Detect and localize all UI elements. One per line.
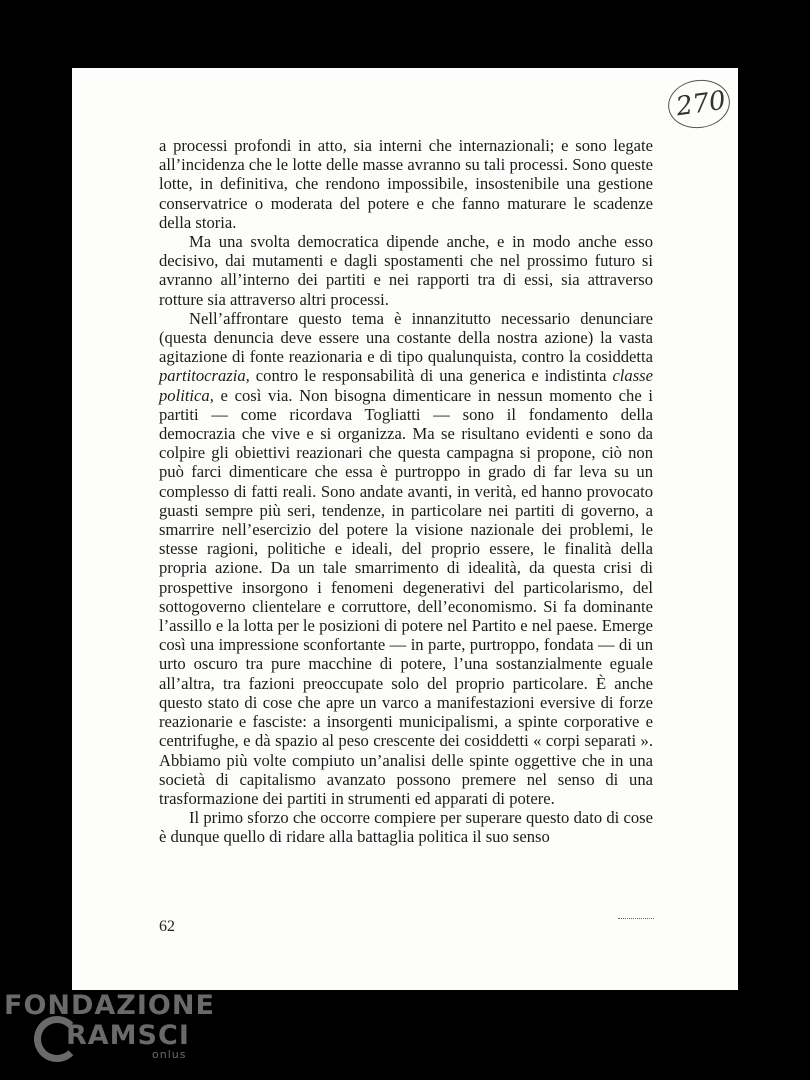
italic-phrase: partitocrazia, xyxy=(159,366,250,386)
text-run: contro le responsabilità di una generica e indistinta xyxy=(249,366,613,386)
text-run: Nell’affrontare questo tema è innanzitutto necessario denunciare (questa denuncia deve essere una costante della nostra azione) la vasta agitazione di fonte reazionaria e di tipo qualunquista, contro la cosiddetta xyxy=(159,308,653,367)
italic-phrase: classe politica, xyxy=(159,366,653,405)
text-run: Il primo sforzo che occorre compiere per superare questo dato di cose è dunque quello di ridare alla battaglia politica il suo senso xyxy=(159,808,653,847)
paragraph xyxy=(159,309,653,808)
logo-line1: FONDAZIONE xyxy=(4,990,215,1021)
logo-line2: RAMSCI xyxy=(66,1020,190,1051)
logo-subtitle: onlus xyxy=(152,1048,187,1061)
text-run: a processi profondi in atto, sia interni che internazionali; e sono legate all’incidenza che le lotte delle masse avranno su tali processi. Sono queste lotte, in definitiva, che rendono impossibile, insostenibile una gestione conservatrice o moderata del potere e che fanno maturare le scadenze della storia. xyxy=(159,136,653,232)
text-run: e così via. Non bisogna dimenticare in nessun momento che i partiti — come ricordava Togliatti — sono il fondamento della democrazia che vive e si organizza. Ma se risultano evidenti e sono da colpire gli obiettivi reazionari che questa campagna si propone, ciò non può farci dimenticare che essa è purtroppo in grado di far leva su un complesso di fatti reali. Sono andate avanti, in verità, ed hanno provocato guasti sempre più seri, tendenze, in particolare nei partiti di governo, a smarrire nell’esercizio del potere la visione nazionale dei problemi, le stesse ragioni, politiche e ideali, del proprio essere, le finalità della propria azione. Da un tale smarrimento di idealità, da questa crisi di prospettive insorgono i fenomeni degenerativi del particolarismo, del sottogoverno clientelare e corruttore, dell’economismo. Si fa dominante l’assillo e la lotta per le posizioni di potere nel Partito e nel paese. Emerge così una impressione sconfortante — in parte, purtroppo, fondata — di un urto oscuro tra pure macchine di potere, l’una sostanzialmente eguale all’altra, tra fazioni preoccupate solo del proprio particolare. È anche questo stato di cose che apre un varco a manifestazioni eversive di forze reazionarie e fasciste: a insorgenti municipalismi, a spinte corporative e centrifughe, e dà spazio al peso crescente dei cosiddetti « corpi separati ». Abbiamo più volte compiuto un’analisi delle spinte oggettive che in una società di capitalismo avanzato possono premere nel senso di una trasformazione dei partiti in strumenti ed apparati di potere. xyxy=(159,385,653,808)
footer-mark xyxy=(618,918,654,919)
page-number: 62 xyxy=(159,918,175,935)
handwritten-page-annotation: 270 xyxy=(674,85,728,123)
paragraph xyxy=(159,808,653,846)
body-text xyxy=(159,136,653,847)
text-run: Ma una svolta democratica dipende anche, e in modo anche esso decisivo, dai mutamenti e dagli spostamenti che nel prossimo futuro si avranno all’interno dei partiti e nei rapporti tra di essi, sia attraverso rotture sia attraverso altri processi. xyxy=(159,232,653,309)
paragraph xyxy=(159,136,653,232)
paragraph xyxy=(159,232,653,309)
